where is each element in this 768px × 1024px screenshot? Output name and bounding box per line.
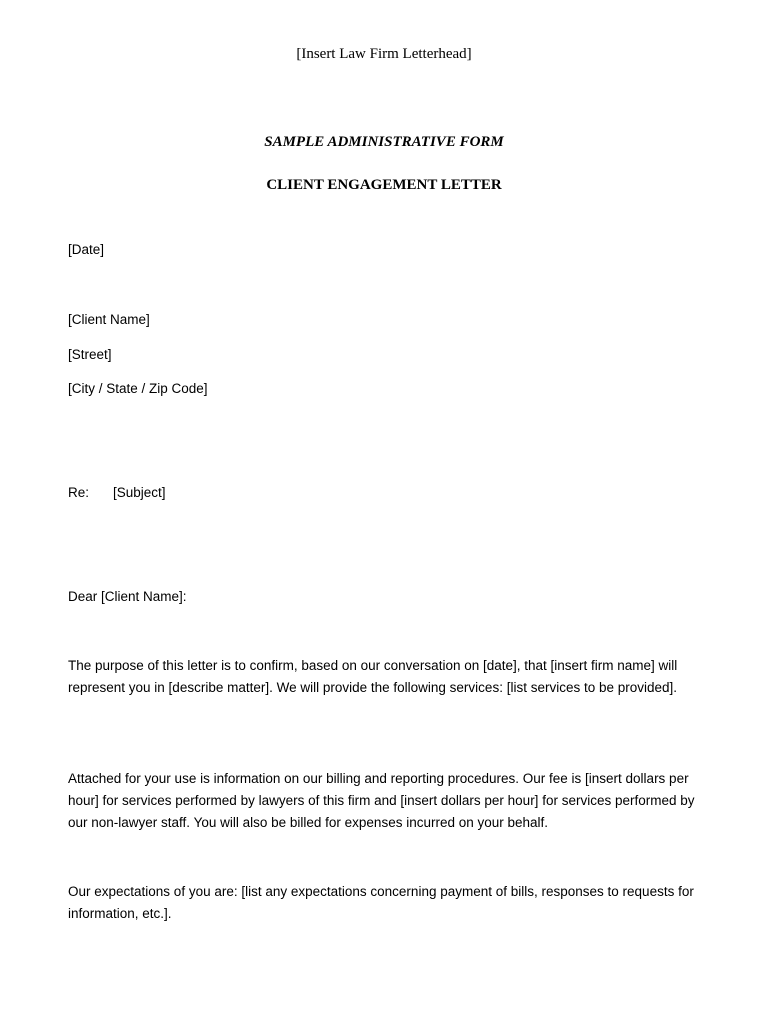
subject-value: [Subject] <box>113 485 166 500</box>
paragraph-purpose: The purpose of this letter is to confirm, based on our conversation on [date], that [insert firm name] will represent you in [describe matter]. We will provide the following services: [list services to be provided]. <box>68 658 678 695</box>
form-label: SAMPLE ADMINISTRATIVE FORM <box>264 134 504 150</box>
address-city-state-zip: [City / State / Zip Code] <box>68 381 208 396</box>
subject-line <box>68 485 166 500</box>
form-title: CLIENT ENGAGEMENT LETTER <box>266 177 502 193</box>
date-line: [Date] <box>68 242 105 257</box>
salutation: Dear [Client Name]: <box>68 589 187 604</box>
re-label: Re: <box>68 485 90 500</box>
address-client-name: [Client Name] <box>68 312 150 327</box>
paragraph-expectations: Our expectations of you are: [list any expectations concerning payment of bills, responses to requests for information, etc.]. <box>68 884 694 921</box>
address-street: [Street] <box>68 347 112 362</box>
paragraph-billing: Attached for your use is information on our billing and reporting procedures. Our fee is [insert dollars per hour] for services performed by lawyers of this firm and [insert dollars per hour] for services performed by our non-lawyer staff. You will also be billed for expenses incurred on your behalf. <box>68 771 695 830</box>
letterhead-placeholder: [Insert Law Firm Letterhead] <box>296 46 472 62</box>
